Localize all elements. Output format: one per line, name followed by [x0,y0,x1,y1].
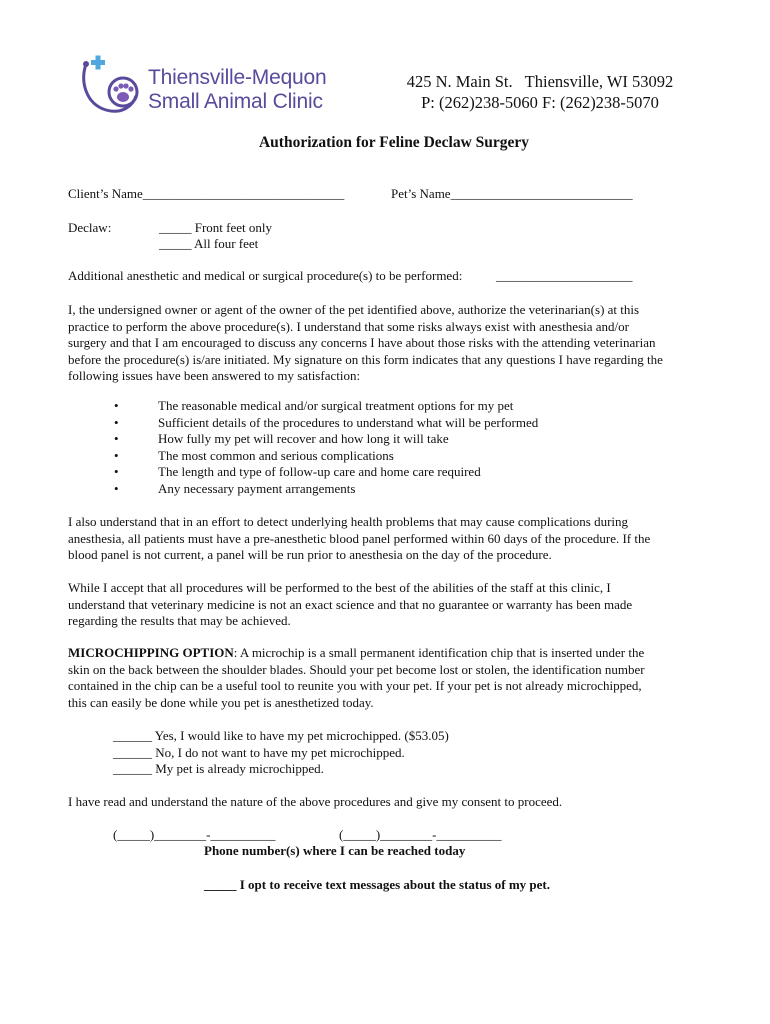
paragraph-line: this can easily be done while you pet is anesthetized today. [68,694,374,710]
microchip-first-line [68,645,645,662]
paragraph-line: skin on the back between the shoulder blades. Should your pet become lost or stolen, the identification number [68,661,645,677]
paragraph-line: contained in the chip can be a useful tool to reunite you with your pet. If your pet is not already microchipped, [68,678,642,694]
warranty-paragraph [68,580,632,630]
list-item: • How fully my pet will recover and how long it will take [110,431,538,448]
microchip-already-option[interactable]: ______ My pet is already microchipped. [113,761,324,777]
list-item: • The length and type of follow-up care and home care required [110,464,538,481]
declaw-all-option[interactable]: _____ All four feet [159,236,259,251]
microchip-no-option[interactable]: ______ No, I do not want to have my pet microchipped. [113,744,405,760]
paragraph-line: I, the undersigned owner or agent of the owner of the pet identified above, authorize the veterinarian(s) at this [68,302,640,317]
microchip-first-line-rest: : A microchip is a small permanent identification chip that is inserted under the [233,645,645,660]
additional-procedures-text: Additional anesthetic and medical or surgical procedure(s) to be performed: [68,268,463,283]
microchip-yes-option[interactable]: ______ Yes, I would like to have my pet microchipped. ($53.05) [113,728,449,743]
phone-field-1[interactable]: (_____)________-__________ [113,827,276,842]
paragraph-line: before the procedure(s) is/are initiated. My signature on this form indicates that any questions I have regarding the [68,351,663,367]
paragraph-line: understand that veterinary medicine is not an exact science and that no guarantee or warranty has been made [68,596,633,612]
pet-name-field[interactable]: Pet’s Name____________________________ [391,186,633,201]
declaw-label: Declaw: [68,220,112,235]
microchip-options [113,728,449,778]
list-item: • Any necessary payment arrangements [110,481,538,498]
paragraph-line: While I accept that all procedures will be performed to the best of the abilities of the staff at this clinic, I [68,580,611,595]
paragraph-line: regarding the results that may be achieved. [68,613,291,629]
clinic-address-block [390,71,690,113]
form-title: Authorization for Feline Declaw Surgery [258,134,530,151]
microchip-heading: MICROCHIPPING OPTION [68,645,234,660]
clinic-address: 425 N. Main St. Thiensville, WI 53092 [406,72,674,91]
paragraph-line: surgery and that I am encouraged to discuss any concerns I have about those risks with the attending veterinarian [68,335,656,351]
additional-procedures-blank[interactable]: _____________________ [496,268,633,283]
phone-field-2[interactable]: (_____)________-__________ [339,827,502,842]
clinic-name [148,66,327,114]
clinic-phones: P: (262)238-5060 F: (262)238-5070 [421,93,659,112]
microchip-paragraph [68,645,645,711]
declaw-front-option[interactable]: _____ Front feet only [159,220,273,235]
paragraph-line: I also understand that in an effort to detect underlying health problems that may cause complications during [68,514,629,529]
paragraph-line: anesthesia, all patients must have a pre-anesthetic blood panel performed within 60 days of the procedure. If the [68,530,651,546]
consent-statement: I have read and understand the nature of the above procedures and give my consent to proceed. [68,794,563,809]
client-name-field[interactable]: Client’s Name_______________________________ [68,186,345,201]
list-item: • The reasonable medical and/or surgical treatment options for my pet [110,398,538,415]
phone-label: Phone number(s) where I can be reached today [204,843,466,858]
paragraph-line: following issues have been answered to my satisfaction: [68,368,361,384]
list-item: • Sufficient details of the procedures to understand what will be performed [110,415,538,432]
clinic-name-line1: Thiensville-Mequon [148,66,327,89]
blood-panel-paragraph [68,514,650,564]
text-opt-in-option[interactable]: _____ I opt to receive text messages about the status of my pet. [204,877,551,892]
paragraph-line: practice to perform the above procedure(s). I understand that some risks always exist with anesthesia and/or [68,318,629,334]
consent-intro-paragraph [68,302,663,385]
issues-bullet-list [110,398,538,498]
paragraph-line: blood panel is not current, a panel will be run prior to anesthesia on the day of the procedure. [68,547,552,563]
clinic-name-line2: Small Animal Clinic [148,90,323,113]
list-item: • The most common and serious complications [110,448,538,465]
